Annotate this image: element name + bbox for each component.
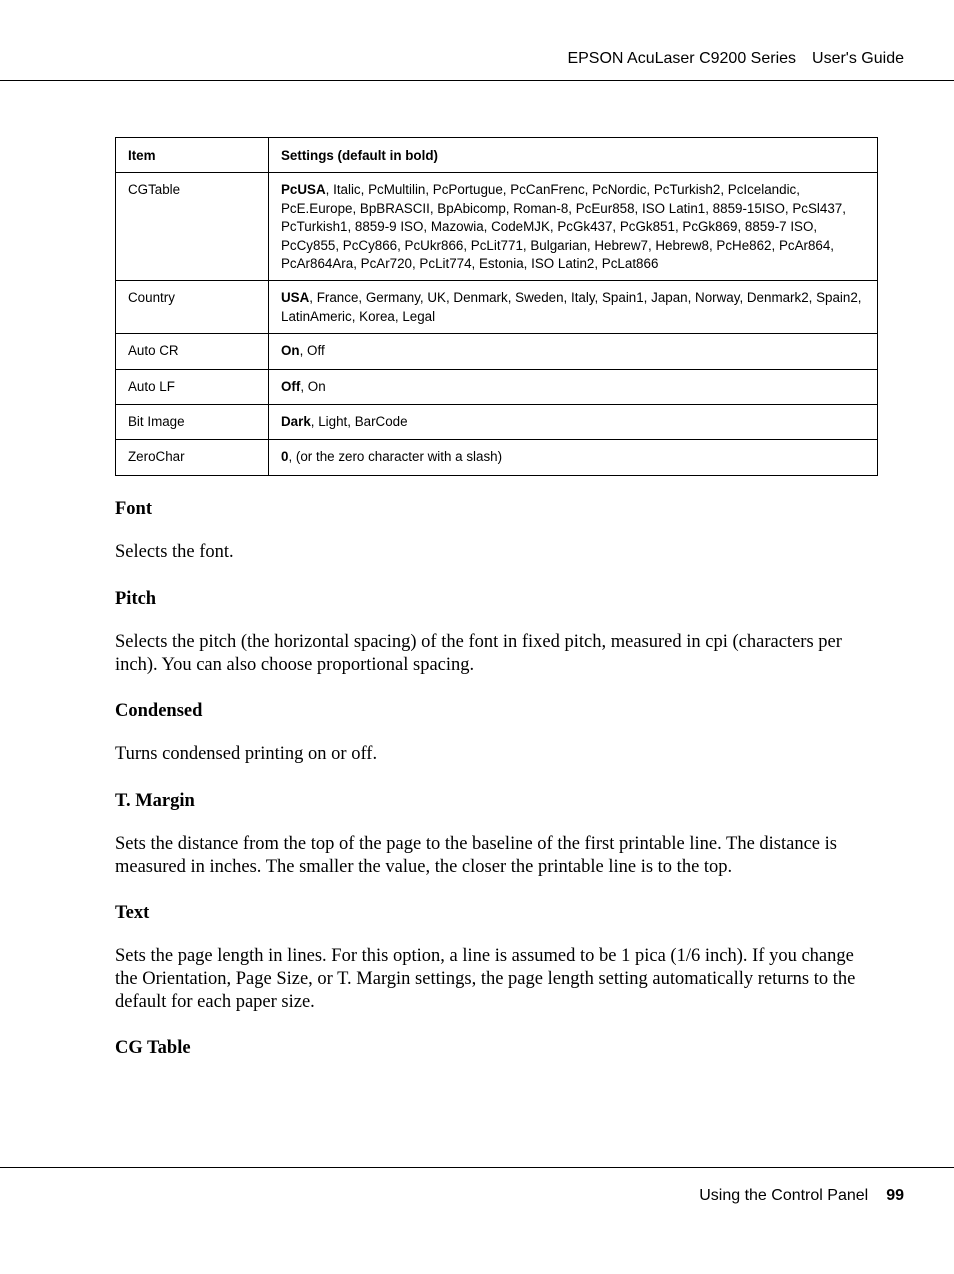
- section-text-text: Sets the page length in lines. For this option, a line is assumed to be 1 pica (1/6 inch). If you change the Orientation, Page Size, or T. Margin settings, the page length setting automatically returns to the default for each paper size.: [115, 946, 856, 1012]
- section-text-tmargin: Sets the distance from the top of the page to the baseline of the first printable line. The distance is measured in inches. The smaller the value, the closer the printable line is to the top.: [115, 834, 837, 877]
- settings-table: [115, 137, 878, 476]
- other-values: , Italic, PcMultilin, PcPortugue, PcCanFrenc, PcNordic, PcTurkish2, PcIcelandic, PcE.Europe, BpBRASCII, BpAbicomp, Roman-8, PcEur858, ISO Latin1, 8859-15ISO, PcSl437, PcTurkish1, 8859-9 ISO, Mazowia, CodeMJK, PcGk437, PcGk851, PcGk869, 8859-7 ISO, PcCy855, PcCy866, PcUkr866, PcLit771, Bulgarian, Hebrew7, Hebrew8, PcHe862, PcAr864, PcAr864Ara, PcAr720, PcLit774, Estonia, ISO Latin2, PcLat866: [281, 182, 846, 272]
- settings-cell: [269, 440, 878, 475]
- running-footer: [699, 1187, 904, 1205]
- other-values: , Light, BarCode: [310, 414, 408, 430]
- running-header: [567, 50, 904, 68]
- section-heading-condensed: Condensed: [115, 701, 203, 721]
- settings-cell: [269, 173, 878, 281]
- default-value: USA: [281, 290, 310, 306]
- other-values: , (or the zero character with a slash): [288, 449, 503, 465]
- default-value: 0: [281, 449, 289, 465]
- settings-cell: [269, 334, 878, 369]
- item-cell: ZeroChar: [116, 440, 269, 475]
- column-header-item: Item: [116, 138, 269, 173]
- chapter-title: Using the Control Panel: [699, 1187, 869, 1204]
- section-heading-text: Text: [115, 903, 150, 923]
- settings-cell: [269, 369, 878, 404]
- default-value: Dark: [281, 414, 311, 430]
- section-heading-pitch: Pitch: [115, 589, 157, 609]
- table-row: [116, 369, 878, 404]
- default-value: Off: [281, 378, 301, 394]
- other-values: , On: [300, 378, 326, 394]
- footer-rule: [0, 1167, 954, 1168]
- item-cell: CGTable: [116, 173, 269, 281]
- table-row: [116, 281, 878, 334]
- default-value: PcUSA: [281, 182, 326, 198]
- section-heading-cgtable: CG Table: [115, 1038, 191, 1058]
- item-cell: Auto LF: [116, 369, 269, 404]
- default-value: On: [281, 343, 300, 359]
- table-row: [116, 405, 878, 440]
- section-text-font: Selects the font.: [115, 542, 234, 562]
- guide-name: User's Guide: [812, 50, 904, 67]
- product-name: EPSON AcuLaser C9200 Series: [567, 50, 797, 67]
- section-text-condensed: Turns condensed printing on or off.: [115, 744, 378, 764]
- table-row: [116, 173, 878, 281]
- section-heading-tmargin: T. Margin: [115, 791, 195, 811]
- section-heading-font: Font: [115, 499, 152, 519]
- table-row: [116, 334, 878, 369]
- table-row: [116, 440, 878, 475]
- settings-cell: [269, 405, 878, 440]
- page-number: 99: [886, 1187, 904, 1204]
- item-cell: Bit Image: [116, 405, 269, 440]
- settings-cell: [269, 281, 878, 334]
- item-cell: Auto CR: [116, 334, 269, 369]
- column-header-settings: Settings (default in bold): [269, 138, 878, 173]
- table-header-row: [116, 138, 878, 173]
- other-values: , Off: [299, 343, 325, 359]
- item-cell: Country: [116, 281, 269, 334]
- section-text-pitch: Selects the pitch (the horizontal spacing) of the font in fixed pitch, measured in cpi (characters per inch). You can also choose proportional spacing.: [115, 632, 842, 675]
- header-rule: [0, 80, 954, 81]
- other-values: , France, Germany, UK, Denmark, Sweden, Italy, Spain1, Japan, Norway, Denmark2, Spain2, LatinAmeric, Korea, Legal: [281, 290, 862, 324]
